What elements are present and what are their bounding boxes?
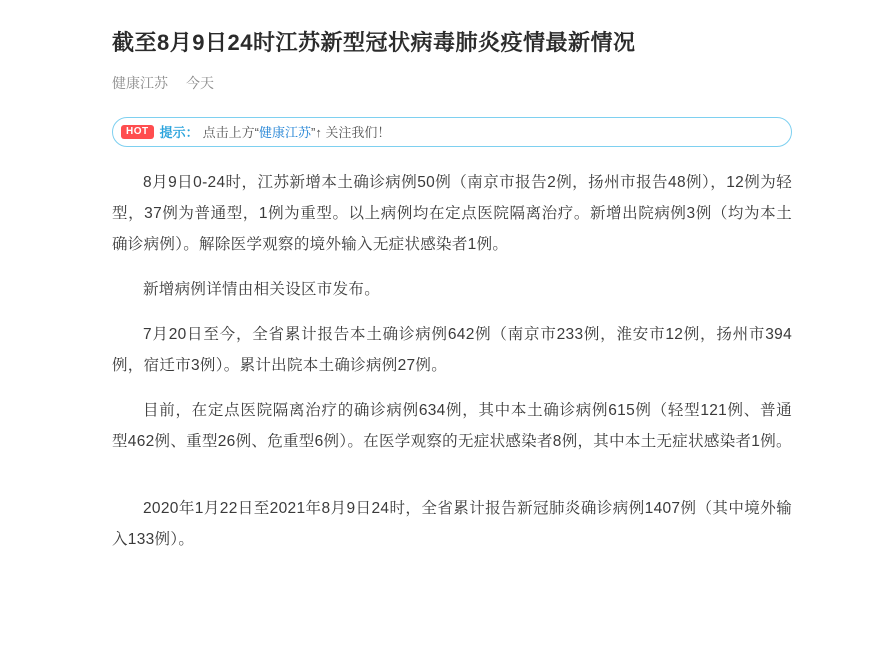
tip-text-before: 点击上方“ [202,125,259,141]
tip-text [203,122,391,141]
hot-badge: HOT [121,125,154,139]
paragraph: 新增病例详情由相关设区市发布。 [143,280,381,298]
article-meta [0,59,872,93]
paragraph: 目前，在定点医院隔离治疗的确诊病例634例，其中本土确诊病例615例（轻型121例、普通型462例、重型26例、危重型6例）。在医学观察的无症状感染者8例，其中本土无症状感染者1例。 [112,401,792,450]
article-body [0,147,872,555]
tip-banner-wrap [0,93,872,147]
paragraph: 8月9日0-24时，江苏新增本土确诊病例50例（南京市报告2例，扬州市报告48例），12例为轻型，37例为普通型，1例为重型。以上病例均在定点医院隔离治疗。新增出院病例3例（均为本土确诊病例）。解除医学观察的境外输入无症状感染者1例。 [112,173,792,253]
tip-text-highlight: 健康江苏 [258,125,311,141]
account-name[interactable]: 健康江苏 [112,74,168,91]
tip-banner [112,117,792,147]
page-title: 截至8月9日24时江苏新型冠状病毒肺炎疫情最新情况 [112,30,636,55]
paragraph: 7月20日至今，全省累计报告本土确诊病例642例（南京市233例，淮安市12例，扬州市394例，宿迁市3例）。累计出院本土确诊病例27例。 [112,325,792,374]
paragraph: 2020年1月22日至2021年8月9日24时，全省累计报告新冠肺炎确诊病例1407例（其中境外输入133例）。 [112,499,792,548]
publish-date: 今天 [186,74,214,91]
tip-label: 提示： [159,125,199,141]
tip-text-after: ”↑ 关注我们！ [310,125,391,141]
